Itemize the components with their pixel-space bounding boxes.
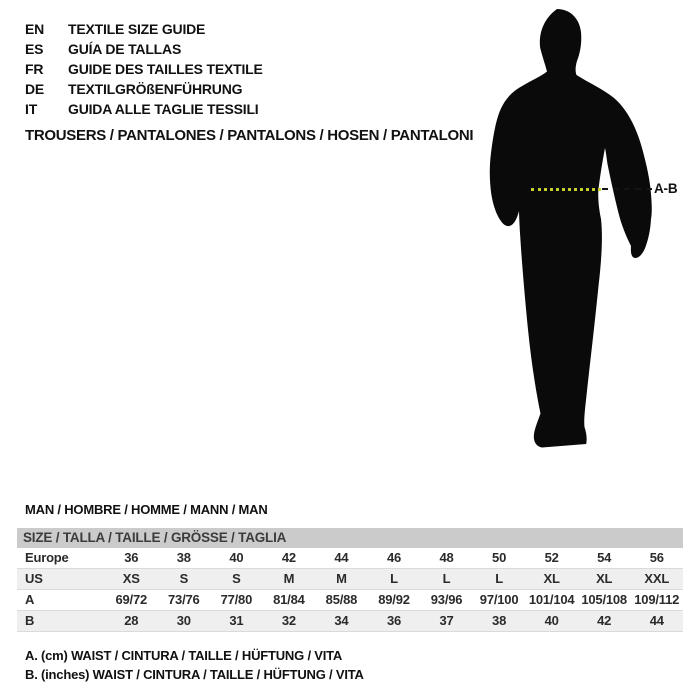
language-title: GUIDE DES TAILLES TEXTILE xyxy=(68,61,263,77)
language-row xyxy=(25,79,263,99)
row-label: A xyxy=(25,592,35,607)
waist-measure-line-on-body xyxy=(531,188,601,191)
man-silhouette-figure xyxy=(450,0,660,460)
size-cell: 40 xyxy=(544,613,559,628)
size-cell: 97/100 xyxy=(479,592,519,607)
size-cell: L xyxy=(495,571,503,586)
row-values xyxy=(105,611,683,631)
language-title: GUIDA ALLE TAGLIE TESSILI xyxy=(68,101,259,117)
size-cell: 48 xyxy=(439,550,454,565)
size-cell: 85/88 xyxy=(325,592,358,607)
size-cell: 52 xyxy=(544,550,559,565)
language-row xyxy=(25,59,263,79)
gender-section-title: MAN / HOMBRE / HOMME / MANN / MAN xyxy=(25,502,268,517)
size-cell: 36 xyxy=(386,613,402,628)
size-cell: 89/92 xyxy=(378,592,410,607)
size-table-header: SIZE / TALLA / TAILLE / GRÖSSE / TAGLIA xyxy=(17,528,683,548)
size-cell: XL xyxy=(596,571,613,586)
size-cell: 44 xyxy=(649,613,664,628)
size-cell: 81/84 xyxy=(273,592,305,607)
size-cell: 40 xyxy=(229,550,244,565)
size-table xyxy=(17,528,683,632)
measure-label-ab: A-B xyxy=(654,181,678,196)
size-cell: 30 xyxy=(176,613,191,628)
size-cell: 42 xyxy=(597,613,612,628)
size-cell: 37 xyxy=(439,613,454,628)
size-cell: 101/104 xyxy=(528,592,575,607)
table-row xyxy=(17,548,683,569)
row-label: B xyxy=(25,613,35,628)
size-cell: 28 xyxy=(124,613,139,628)
size-cell: S xyxy=(179,571,189,586)
size-cell: 109/112 xyxy=(634,592,680,607)
language-title: TEXTILGRÖßENFÜHRUNG xyxy=(68,81,243,97)
table-row xyxy=(17,569,683,590)
size-cell: 105/108 xyxy=(581,592,627,607)
language-code: FR xyxy=(25,61,44,77)
table-row xyxy=(17,590,683,611)
size-cell: XXL xyxy=(644,571,670,586)
language-row xyxy=(25,39,263,59)
language-code: ES xyxy=(25,41,44,57)
size-cell: 46 xyxy=(386,550,402,565)
size-cell: 77/80 xyxy=(220,592,253,607)
table-row xyxy=(17,611,683,632)
language-title: TEXTILE SIZE GUIDE xyxy=(68,21,206,37)
language-code: IT xyxy=(25,101,38,117)
size-cell: M xyxy=(336,571,347,586)
size-cell: XS xyxy=(122,571,140,586)
size-cell: L xyxy=(390,571,398,586)
language-title: GUÍA DE TALLAS xyxy=(68,41,182,57)
size-cell: S xyxy=(232,571,241,586)
size-cell: 38 xyxy=(176,550,191,565)
size-cell: 38 xyxy=(492,613,507,628)
size-cell: L xyxy=(442,571,451,586)
size-cell: 32 xyxy=(281,613,296,628)
size-cell: 44 xyxy=(334,550,349,565)
size-cell: 56 xyxy=(649,550,664,565)
size-cell: M xyxy=(283,571,295,586)
size-cell: 31 xyxy=(229,613,244,628)
size-cell: 50 xyxy=(492,550,507,565)
row-label: US xyxy=(25,571,43,586)
size-cell: 54 xyxy=(597,550,612,565)
size-cell: 34 xyxy=(334,613,349,628)
size-cell: 69/72 xyxy=(115,592,148,607)
language-row xyxy=(25,19,263,39)
size-cell: 42 xyxy=(281,550,296,565)
measurement-footnotes xyxy=(25,647,364,684)
language-code: DE xyxy=(25,81,45,97)
footnote-line: B. (inches) WAIST / CINTURA / TAILLE / HÜFTUNG / VITA xyxy=(25,666,364,682)
language-list xyxy=(25,19,263,119)
row-values xyxy=(105,569,683,589)
language-row xyxy=(25,99,263,119)
size-cell: 36 xyxy=(124,550,139,565)
size-cell: XL xyxy=(543,571,560,586)
language-code: EN xyxy=(25,21,45,37)
garment-title: TROUSERS / PANTALONES / PANTALONS / HOSEN / PANTALONI xyxy=(25,127,474,144)
size-cell: 73/76 xyxy=(168,592,200,607)
row-values xyxy=(105,590,683,610)
row-values xyxy=(105,548,683,568)
waist-measure-line-outer xyxy=(602,188,652,190)
row-label: Europe xyxy=(25,550,69,565)
size-cell: 93/96 xyxy=(430,592,463,607)
size-table-body xyxy=(17,548,683,632)
footnote-line: A. (cm) WAIST / CINTURA / TAILLE / HÜFTUNG / VITA xyxy=(25,648,343,663)
